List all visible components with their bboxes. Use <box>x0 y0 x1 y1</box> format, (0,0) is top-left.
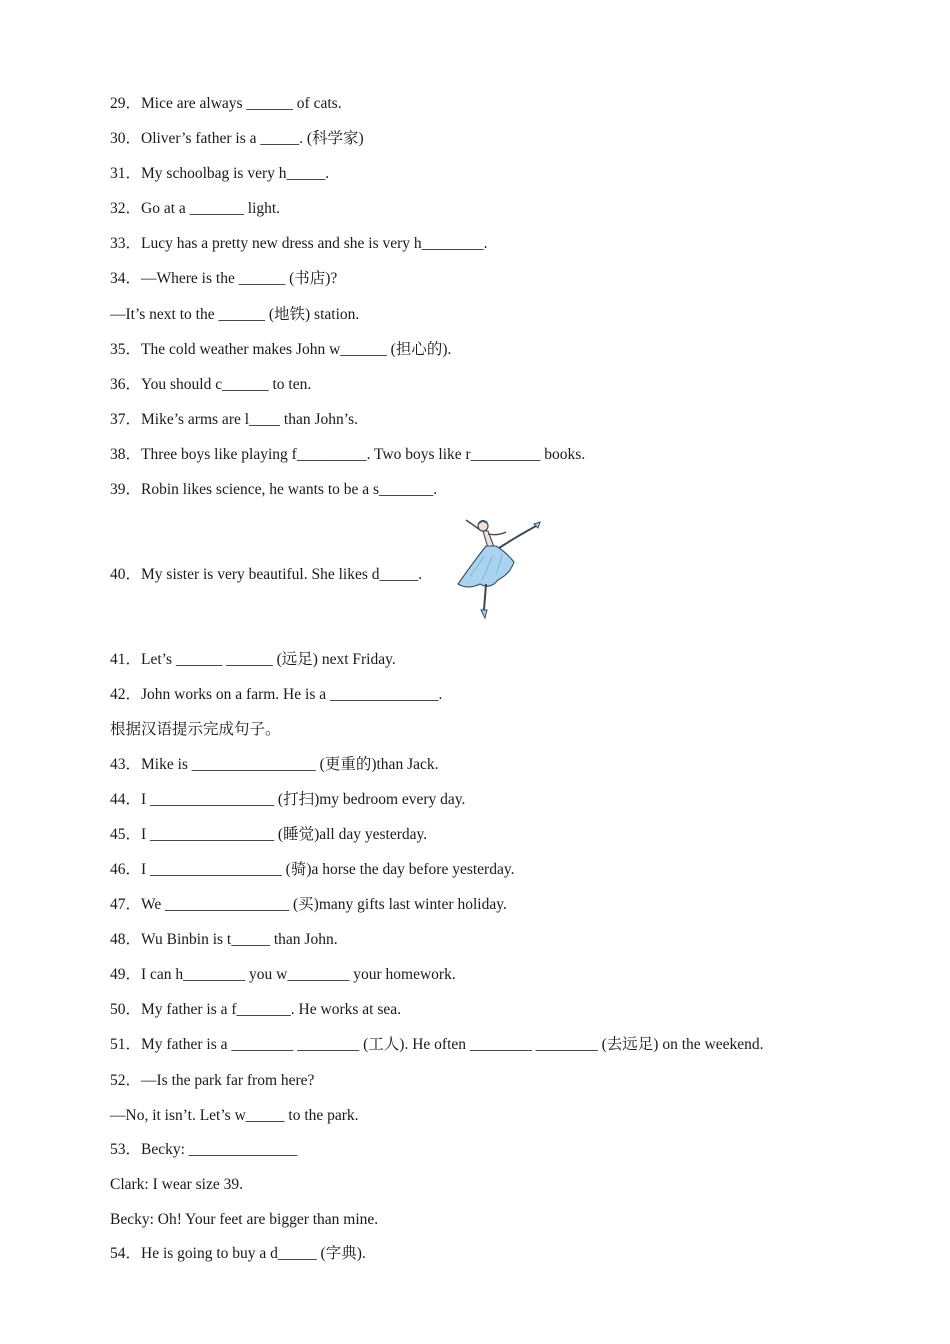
question-45: 45．I ________________ (睡觉)all day yesterday. <box>110 826 428 843</box>
question-53-becky-line: Becky: Oh! Your feet are bigger than mine. <box>110 1211 379 1228</box>
question-32: 32．Go at a _______ light. <box>110 200 281 217</box>
question-34: 34．—Where is the ______ (书店)? <box>110 270 338 287</box>
question-33: 33．Lucy has a pretty new dress and she is very h________. <box>110 235 488 252</box>
question-35: 35．The cold weather makes John w______ (担心的). <box>110 341 452 358</box>
question-53: 53．Becky: ______________ <box>110 1141 298 1158</box>
question-34-answer-line: —It’s next to the ______ (地铁) station. <box>110 306 360 323</box>
ballerina-icon <box>452 514 544 620</box>
question-47: 47．We ________________ (买)many gifts last winter holiday. <box>110 896 507 913</box>
question-37: 37．Mike’s arms are l____ than John’s. <box>110 411 358 428</box>
question-49: 49．I can h________ you w________ your homework. <box>110 966 456 983</box>
question-50: 50．My father is a f_______. He works at sea. <box>110 1001 401 1018</box>
question-46: 46．I _________________ (骑)a horse the day before yesterday. <box>110 861 515 878</box>
question-52-answer-line: —No, it isn’t. Let’s w_____ to the park. <box>110 1107 359 1124</box>
question-42: 42．John works on a farm. He is a ______________. <box>110 686 443 703</box>
question-31: 31．My schoolbag is very h_____. <box>110 165 330 182</box>
question-51: 51．My father is a ________ ________ (工人). He often ________ ________ (去远足) on the weekend. <box>110 1036 764 1053</box>
question-41: 41．Let’s ______ ______ (远足) next Friday. <box>110 651 396 668</box>
question-53-clark-line: Clark: I wear size 39. <box>110 1176 243 1193</box>
question-43: 43．Mike is ________________ (更重的)than Jack. <box>110 756 439 773</box>
question-54: 54．He is going to buy a d_____ (字典). <box>110 1245 366 1262</box>
question-52: 52．—Is the park far from here? <box>110 1072 315 1089</box>
question-39: 39．Robin likes science, he wants to be a s_______. <box>110 481 438 498</box>
section-instruction: 根据汉语提示完成句子。 <box>110 721 281 738</box>
question-38: 38．Three boys like playing f_________. Two boys like r_________ books. <box>110 446 586 463</box>
question-29: 29．Mice are always ______ of cats. <box>110 95 342 112</box>
question-30: 30．Oliver’s father is a _____. (科学家) <box>110 130 364 147</box>
question-44: 44．I ________________ (打扫)my bedroom every day. <box>110 791 466 808</box>
question-40: 40．My sister is very beautiful. She likes d_____. <box>110 566 423 583</box>
question-48: 48．Wu Binbin is t_____ than John. <box>110 931 338 948</box>
question-36: 36．You should c______ to ten. <box>110 376 312 393</box>
